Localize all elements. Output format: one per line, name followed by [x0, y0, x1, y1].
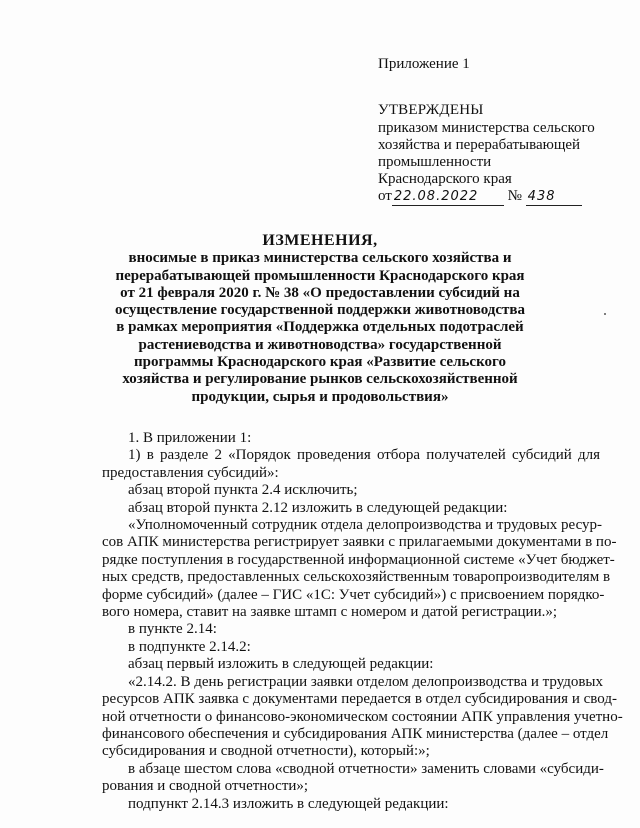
body-line: рядке поступления в государственной информационной системе «Учет бюджет- — [102, 551, 615, 568]
body-line: «Уполномоченный сотрудник отдела делопроизводства и трудовых ресур- — [128, 517, 603, 534]
title-line: вносимые в приказ министерства сельского хозяйства и — [128, 250, 512, 267]
title-line: от 21 февраля 2020 г. № 38 «О предоставлении субсидий на — [120, 284, 520, 301]
body-line: 1. В приложении 1: — [128, 430, 252, 446]
title-line: осуществление государственной поддержки животноводства — [114, 302, 526, 319]
title-line: программы Краснодарского края «Развитие сельского — [134, 354, 506, 371]
body-line: предоставления субсидий»: — [102, 464, 279, 481]
approved-line: хозяйства и перерабатывающей — [378, 137, 581, 153]
approved-label: УТВЕРЖДЕНЫ — [378, 102, 484, 118]
order-number-label: № — [507, 188, 522, 204]
title-line: в рамках мероприятия «Поддержка отдельных подотраслей — [116, 319, 524, 336]
body-line: в подпункте 2.14.2: — [128, 638, 251, 655]
body-line: абзац второй пункта 2.4 исключить; — [128, 482, 358, 499]
approved-line: приказом министерства сельского — [378, 120, 595, 136]
body-line: абзац первый изложить в следующей редакции: — [128, 656, 434, 673]
order-line — [378, 188, 623, 206]
appendix-label: Приложение 1 — [378, 56, 470, 72]
title-main: ИЗМЕНЕНИЯ, — [262, 232, 378, 249]
body-line: в пункте 2.14: — [128, 621, 217, 638]
title-line: хозяйства и регулирование рынков сельскохозяйственной — [122, 371, 518, 388]
scan-dot — [604, 313, 606, 315]
approval-block — [378, 102, 623, 206]
body-line: субсидирования и сводной отчетности), который:»; — [102, 743, 430, 760]
title-line: продукции, сырья и продовольствия» — [191, 388, 449, 405]
body-line: 1) в разделе 2 «Порядок проведения отбора получателей субсидий для — [128, 447, 600, 464]
body-line: вого номера, ставит на заявке штамп с номером и датой регистрации.»; — [102, 604, 558, 621]
body-line: ресурсов АПК заявка с документами передается в отдел субсидирования и свод- — [102, 691, 617, 708]
body-line: финансового обеспечения и субсидирования АПК министерства (далее – отдел — [102, 725, 609, 742]
document-title — [100, 232, 540, 406]
body-line: рования и сводной отчетности»; — [102, 778, 309, 795]
document-body — [102, 430, 623, 813]
order-prefix: от — [378, 188, 392, 204]
body-line: форме субсидий» (далее – ГИС «1С: Учет субсидий») с присвоением порядко- — [102, 586, 605, 603]
approved-line: промышленности — [378, 154, 492, 170]
body-line: ной отчетности о финансово-экономическом состоянии АПК управления учетно- — [102, 708, 623, 725]
body-line: в абзаце шестом слова «сводной отчетности» заменить словами «субсиди- — [128, 760, 604, 777]
approved-line: Краснодарского края — [378, 171, 512, 187]
handwritten-order-date: 22.08.2022 — [392, 188, 504, 206]
body-line: абзац второй пункта 2.12 изложить в следующей редакции: — [128, 499, 508, 516]
title-line: перерабатывающей промышленности Краснодарского края — [115, 267, 525, 284]
body-line: «2.14.2. В день регистрации заявки отделом делопроизводства и трудовых — [128, 673, 604, 690]
handwritten-order-number: 438 — [526, 188, 582, 206]
body-line: сов АПК министерства регистрирует заявки с прилагаемыми документами в по- — [102, 534, 617, 551]
body-line: подпункт 2.14.3 изложить в следующей редакции: — [128, 795, 449, 812]
title-line: растениеводства и животноводства» государственной — [138, 336, 502, 353]
body-line: ных средств, предоставленных сельскохозяйственным товаропроизводителям в — [102, 569, 611, 586]
